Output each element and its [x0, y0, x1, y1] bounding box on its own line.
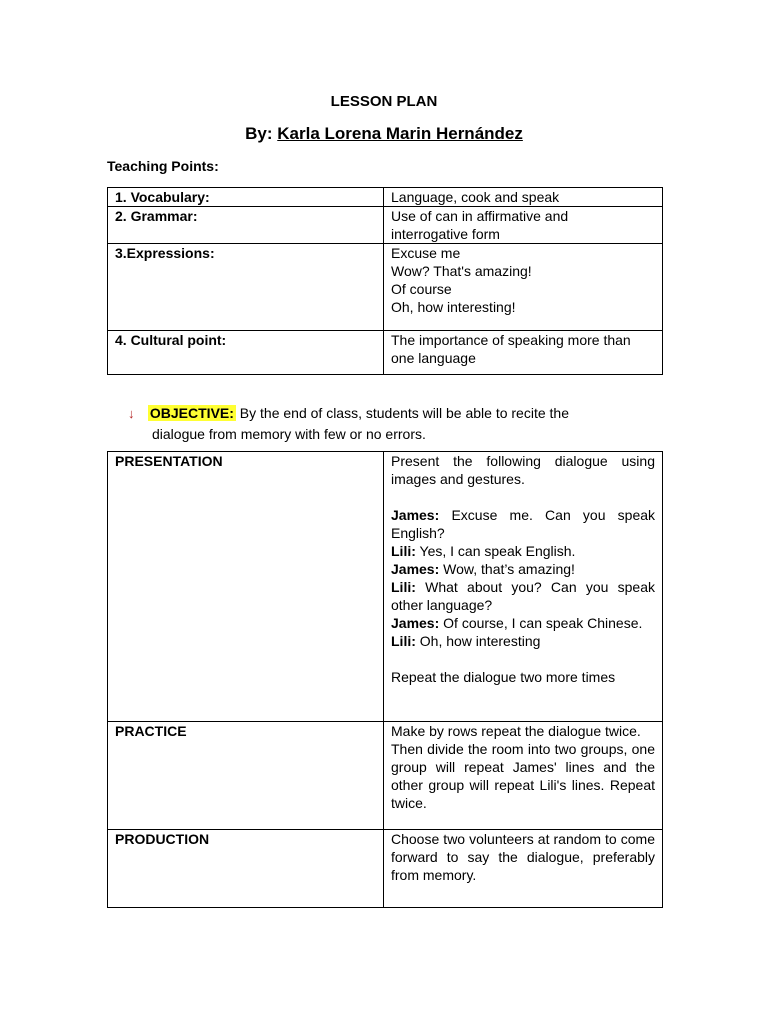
lesson-stages-table [107, 451, 663, 908]
table-row [108, 331, 663, 375]
grammar-value: Use of can in affirmative and interrogative form [384, 207, 663, 244]
page-title: LESSON PLAN [330, 93, 438, 110]
table-row [108, 830, 663, 908]
author-name: Karla Lorena Marin Hernández [277, 124, 523, 143]
dialogue-line: James: Of course, I can speak Chinese. [391, 615, 643, 631]
practice-content: Make by rows repeat the dialogue twice. Then divide the room into two groups, one group will repeat James' lines and the other group will repeat Lili's lines. Repeat twice. [384, 722, 663, 830]
dialogue-line: Lili: Yes, I can speak English. [391, 543, 576, 559]
expressions-label: 3.Expressions: [108, 244, 384, 331]
presentation-label: PRESENTATION [108, 452, 384, 722]
objective-label: OBJECTIVE: [149, 405, 234, 421]
dialogue-line: Lili: What about you? Can you speak other language? [391, 579, 656, 613]
dialogue-line: James: Wow, that’s amazing! [391, 561, 575, 577]
objective-text: By the end of class, students will be able to recite the [239, 405, 569, 421]
table-row [108, 452, 663, 722]
presentation-content: Present the following dialogue using images and gestures. James: Excuse me. Can you speak English? Lili: Yes, I can speak English. James: Wow, that’s amazing! Lili: What about you? Can you speak other language? James: Of course, I can speak Chinese. Lili: Oh, how interesting Repeat the dialogue two more times [384, 452, 663, 722]
expressions-value: Excuse me Wow? That's amazing! Of course Oh, how interesting! [384, 244, 663, 331]
practice-label: PRACTICE [108, 722, 384, 830]
teaching-points-table [107, 187, 663, 375]
table-row [108, 207, 663, 244]
teaching-points-label: Teaching Points: [107, 158, 219, 174]
table-row [108, 188, 663, 207]
table-row [108, 722, 663, 830]
objective [128, 403, 648, 444]
arrow-bullet-icon: ↓ [128, 406, 135, 421]
objective-text-cont: dialogue from memory with few or no errors. [152, 426, 426, 442]
author-line [0, 124, 768, 144]
production-content: Choose two volunteers at random to come forward to say the dialogue, preferably from memory. [384, 830, 663, 908]
cultural-point-value: The importance of speaking more than one language [384, 331, 663, 375]
grammar-label: 2. Grammar: [108, 207, 384, 244]
vocabulary-value: Language, cook and speak [384, 188, 663, 207]
dialogue-line: James: Excuse me. Can you speak English? [391, 507, 656, 541]
cultural-point-label: 4. Cultural point: [108, 331, 384, 375]
production-label: PRODUCTION [108, 830, 384, 908]
dialogue-line: Lili: Oh, how interesting [391, 633, 541, 649]
author-prefix: By: [245, 124, 273, 143]
vocabulary-label: 1. Vocabulary: [108, 188, 384, 207]
table-row [108, 244, 663, 331]
